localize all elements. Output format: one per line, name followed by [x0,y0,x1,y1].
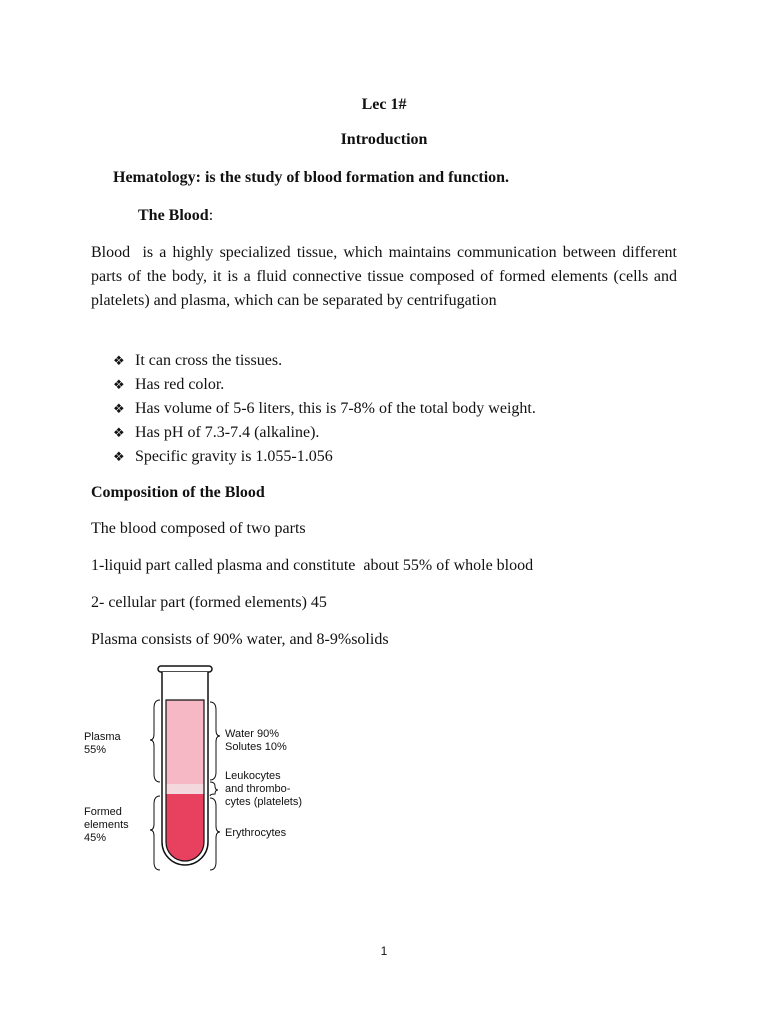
leukocytes-label-line2: and thrombo- [225,783,291,795]
definition-text: is the study of blood formation and function. [204,169,510,186]
plasma-layer [166,700,204,784]
leukocytes-label-line3: cytes (platelets) [225,796,303,808]
formed-percent: 45% [84,832,107,844]
plasma-label: Plasma [84,731,121,743]
list-item: ❖ Has red color. [113,373,536,397]
blood-properties-list [113,349,536,469]
composition-heading: Composition of the Blood [91,484,265,501]
water-label: Water 90% [225,728,280,740]
formed-label-line1: Formed [84,806,122,818]
formed-label-line2: elements [84,819,129,831]
composition-part-1: 1-liquid part called plasma and constitute about 55% of whole blood [91,557,534,574]
buffy-coat-layer [166,784,204,794]
hematology-definition [113,169,509,187]
solutes-label: Solutes 10% [225,741,287,753]
centrifuged-blood-tube-figure [84,664,344,882]
diamond-bullet-icon: ❖ [113,426,125,441]
composition-part-2: 2- cellular part (formed elements) 45 [91,594,327,611]
plasma-percent: 55% [84,744,107,756]
leukocytes-label-line1: Leukocytes [225,770,281,782]
blood-heading-colon: : [208,207,214,224]
tube-rim [158,666,212,672]
diamond-bullet-icon: ❖ [113,354,125,369]
erythrocyte-layer [166,794,204,861]
list-item: ❖ Has volume of 5-6 liters, this is 7-8% of the total body weight. [113,397,536,421]
page-title: Introduction [340,131,428,148]
formed-elements-brace [150,796,160,870]
lecture-number: Lec 1# [361,96,407,113]
plasma-brace [150,700,160,782]
list-item: ❖ Specific gravity is 1.055-1.056 [113,445,536,469]
blood-paragraph: Blood is a highly specialized tissue, which maintains communication between different parts of the body, it is a fluid connective tissue composed of formed elements (cells and platelets) and plasma, which can be separated by centrifugation [91,244,681,309]
erythrocytes-label: Erythrocytes [225,827,287,839]
buffy-brace [210,782,218,796]
list-item: ❖ It can cross the tissues. [113,349,536,373]
diamond-bullet-icon: ❖ [113,450,125,465]
list-item: ❖ Has pH of 7.3-7.4 (alkaline). [113,421,536,445]
blood-heading-text: The Blood [138,207,209,224]
composition-intro: The blood composed of two parts [91,520,306,537]
diamond-bullet-icon: ❖ [113,402,125,417]
page-number: 1 [380,944,388,958]
erythrocyte-brace [210,798,220,870]
plasma-composition: Plasma consists of 90% water, and 8-9%solids [91,631,389,648]
diamond-bullet-icon: ❖ [113,378,125,393]
blood-heading [138,207,213,225]
water-solutes-brace [210,702,220,780]
definition-term: Hematology: [113,169,201,186]
